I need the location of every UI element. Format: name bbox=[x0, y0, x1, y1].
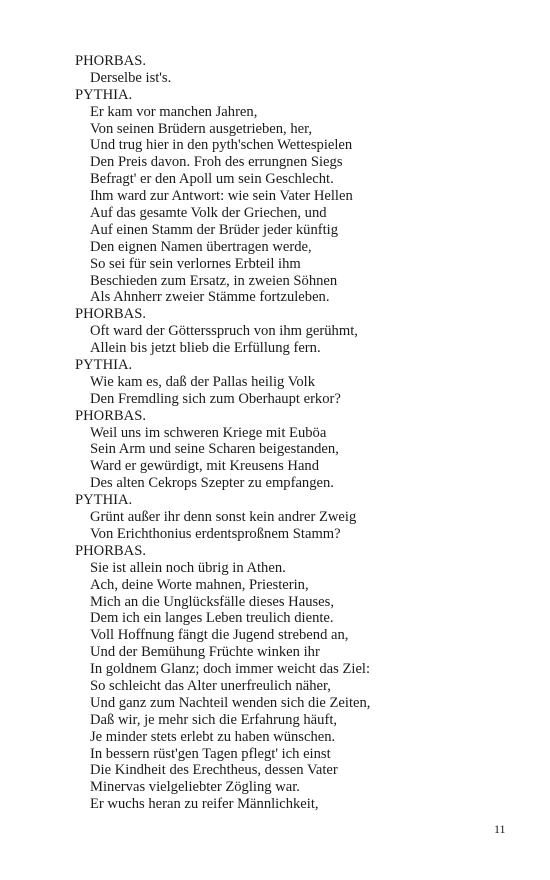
speaker-name: PYTHIA. bbox=[75, 492, 133, 509]
verse-line: Als Ahnherr zweier Stämme fortzuleben. bbox=[90, 289, 330, 306]
verse-line: Den eignen Namen übertragen werde, bbox=[90, 238, 312, 255]
verse-line: Auf das gesamte Volk der Griechen, und bbox=[90, 205, 327, 222]
verse-line: Und trug hier in den pyth'schen Wettespielen bbox=[90, 137, 353, 154]
verse-line: Ihm ward zur Antwort: wie sein Vater Hellen bbox=[90, 188, 353, 205]
verse-line: Er kam vor manchen Jahren, bbox=[90, 103, 258, 120]
verse-line: Auf einen Stamm der Brüder jeder künftig bbox=[90, 221, 339, 238]
speaker-name: PYTHIA. bbox=[75, 86, 133, 103]
verse-line: Oft ward der Göttersspruch von ihm gerühmt, bbox=[90, 323, 358, 340]
verse-line: Und ganz zum Nachteil wenden sich die Zeiten, bbox=[90, 694, 371, 711]
page-text bbox=[75, 53, 515, 813]
verse-line: Weil uns im schweren Kriege mit Euböa bbox=[90, 424, 327, 441]
speaker-name: PHORBAS. bbox=[75, 407, 146, 424]
verse-line: Er wuchs heran zu reifer Männlichkeit, bbox=[90, 796, 319, 813]
speaker-name: PYTHIA. bbox=[75, 357, 133, 374]
verse-line: Voll Hoffnung fängt die Jugend strebend an, bbox=[90, 627, 349, 644]
verse-line: Derselbe ist's. bbox=[90, 69, 172, 86]
verse-line: Die Kindheit des Erechtheus, dessen Vater bbox=[90, 762, 338, 779]
speaker-name: PHORBAS. bbox=[75, 542, 146, 559]
verse-line: Den Fremdling sich zum Oberhaupt erkor? bbox=[90, 390, 341, 407]
verse-line: Des alten Cekrops Szepter zu empfangen. bbox=[90, 475, 334, 492]
verse-line: Minervas vielgeliebter Zögling war. bbox=[90, 779, 300, 796]
verse-line: Ward er gewürdigt, mit Kreusens Hand bbox=[90, 458, 320, 475]
verse-line: In goldnem Glanz; doch immer weicht das Ziel: bbox=[90, 661, 371, 678]
verse-line: Von seinen Brüdern ausgetrieben, her, bbox=[90, 120, 313, 137]
verse-line: Sein Arm und seine Scharen beigestanden, bbox=[90, 441, 339, 458]
verse-line: Dem ich ein langes Leben treulich diente. bbox=[90, 610, 334, 627]
verse-line: Allein bis jetzt blieb die Erfüllung fern. bbox=[90, 340, 321, 357]
verse-line: Mich an die Unglücksfälle dieses Hauses, bbox=[90, 593, 334, 610]
verse-line: So sei für sein verlornes Erbteil ihm bbox=[90, 255, 301, 272]
page-number: 11 bbox=[494, 822, 506, 836]
verse-line: Und der Bemühung Früchte winken ihr bbox=[90, 644, 320, 661]
verse-line: Je minder stets erlebt zu haben wünschen. bbox=[90, 728, 336, 745]
verse-line: Den Preis davon. Froh des errungnen Siegs bbox=[90, 154, 343, 171]
verse-line: Befragt' er den Apoll um sein Geschlecht. bbox=[90, 171, 334, 188]
verse-line: Sie ist allein noch übrig in Athen. bbox=[90, 559, 286, 576]
verse-line: Daß wir, je mehr sich die Erfahrung häuft, bbox=[90, 711, 338, 728]
verse-line: In bessern rüst'gen Tagen pflegt' ich einst bbox=[90, 745, 331, 762]
verse-line: So schleicht das Alter unerfreulich näher, bbox=[90, 677, 331, 694]
verse-line: Grünt außer ihr denn sonst kein andrer Zweig bbox=[90, 509, 357, 526]
speaker-name: PHORBAS. bbox=[75, 53, 146, 69]
verse-line: Von Erichthonius erdentsproßnem Stamm? bbox=[90, 525, 341, 542]
verse-line: Beschieden zum Ersatz, in zweien Söhnen bbox=[90, 272, 338, 289]
speaker-name: PHORBAS. bbox=[75, 306, 146, 323]
verse-line: Wie kam es, daß der Pallas heilig Volk bbox=[90, 373, 316, 390]
verse-line: Ach, deine Worte mahnen, Priesterin, bbox=[90, 576, 309, 593]
